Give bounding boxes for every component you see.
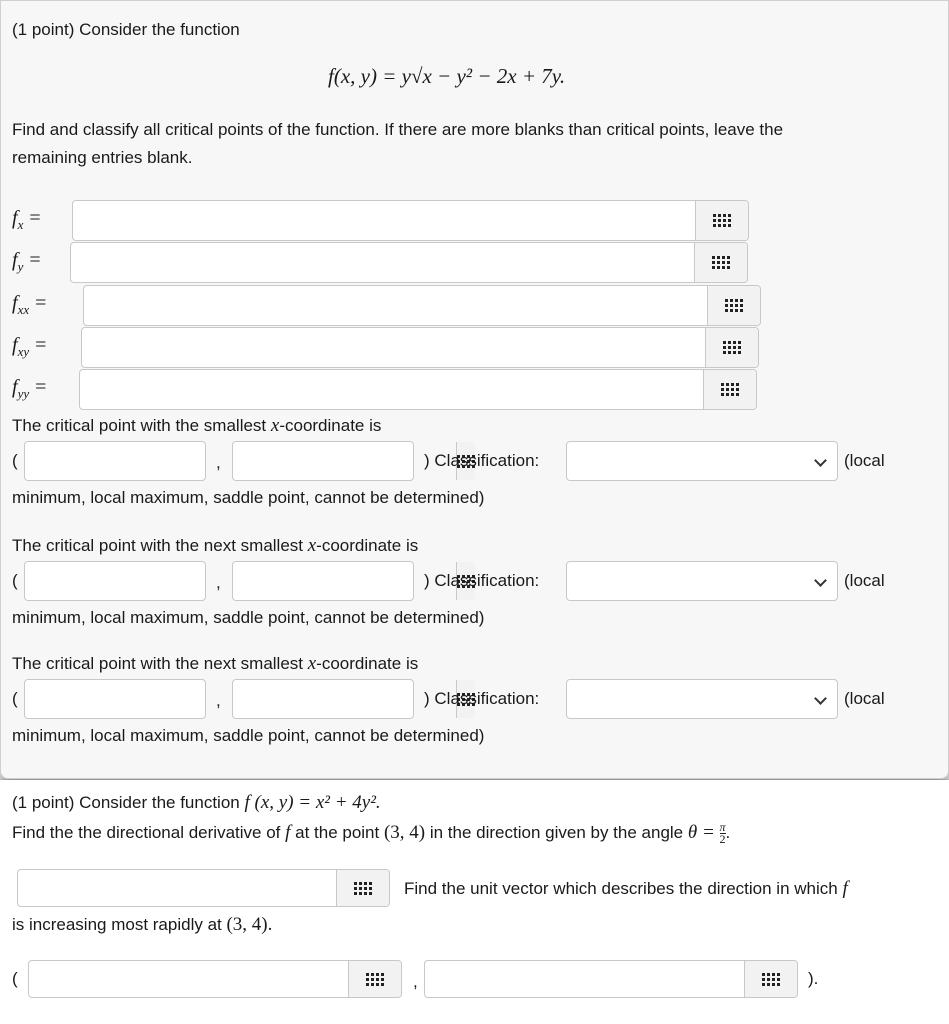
derivative-input-yy[interactable] (80, 370, 703, 409)
directional-derivative-prompt (12, 822, 730, 845)
dd-text-2: at the point (290, 822, 384, 842)
classification-label: ) Classification: (424, 571, 540, 590)
unit-vector-prompt (404, 879, 848, 899)
directional-derivative-field (17, 869, 390, 907)
vector-open-paren: ( (12, 969, 18, 988)
critical-point-y-input[interactable] (233, 680, 456, 718)
uv-text-2: is increasing most rapidly at (12, 915, 227, 934)
classification-label: ) Classification: (424, 451, 540, 470)
chevron-down-icon (814, 692, 827, 705)
comma: , (216, 573, 221, 592)
derivative-field-xy (81, 327, 759, 368)
classification-label: ) Classification: (424, 689, 540, 708)
dd-f: f (285, 821, 291, 843)
grid-icon (725, 299, 743, 312)
dd-text-3: in the direction given by the angle (425, 822, 688, 842)
dd-end: . (725, 822, 731, 842)
grid-icon (762, 973, 780, 986)
options-hint-start: (local (844, 571, 885, 590)
equation-editor-button[interactable] (744, 961, 797, 997)
grid-icon (354, 882, 372, 895)
problem-2-header-text: (1 point) Consider the function (12, 793, 245, 812)
instructions-line2: remaining entries blank. (12, 148, 193, 167)
grid-icon (723, 341, 741, 354)
classification-select[interactable] (566, 679, 838, 719)
comma: , (216, 453, 221, 472)
derivative-input-xx[interactable] (84, 286, 707, 325)
derivative-label-xx: $f_{xx}$ = (12, 292, 47, 317)
critical-point-prompt: The critical point with the smallest x-coordinate is (12, 415, 382, 436)
critical-point-prompt: The critical point with the next smallest x-coordinate is (12, 535, 419, 556)
grid-icon (721, 383, 739, 396)
chevron-down-icon (814, 574, 827, 587)
uv-f: f (842, 878, 848, 899)
dd-point: (3, 4) (383, 821, 426, 843)
critical-point-x-input[interactable] (25, 680, 248, 718)
derivative-input-xy[interactable] (82, 328, 705, 367)
critical-point-x-input[interactable] (25, 562, 248, 600)
derivative-label-x: $f_x$ = (12, 207, 41, 232)
classification-select[interactable] (566, 441, 838, 481)
critical-point-y-input[interactable] (233, 562, 456, 600)
function-definition: f(x, y) = y√x − y² − 2x + 7y. (328, 64, 566, 88)
options-hint: minimum, local maximum, saddle point, cannot be determined) (12, 608, 485, 627)
directional-derivative-input[interactable] (18, 870, 336, 906)
instructions-line1: Find and classify all critical points of the function. If there are more blanks than critical points, leave the (12, 120, 784, 139)
problem-1-header: (1 point) Consider the function (12, 20, 240, 39)
options-hint: minimum, local maximum, saddle point, cannot be determined) (12, 488, 485, 507)
equation-editor-button[interactable] (348, 961, 401, 997)
vector-close-paren: ). (808, 969, 819, 988)
problem-2-function: f (x, y) = x² + 4y². (244, 792, 381, 813)
critical-point-y-field (232, 441, 414, 481)
unit-vector-y-field (424, 960, 798, 998)
options-hint-start: (local (844, 451, 885, 470)
open-paren: ( (12, 451, 18, 470)
derivative-input-y[interactable] (71, 243, 694, 282)
derivative-field-xx (83, 285, 761, 326)
dd-text-1: Find the the directional derivative of (12, 822, 286, 842)
chevron-down-icon (814, 454, 827, 467)
dd-frac-den: 2 (719, 832, 726, 846)
uv-point: (3, 4). (226, 914, 273, 935)
equation-editor-button[interactable] (695, 201, 748, 240)
critical-point-y-input[interactable] (233, 442, 456, 480)
unit-vector-y-input[interactable] (425, 961, 744, 997)
critical-point-y-field (232, 679, 414, 719)
grid-icon (366, 973, 384, 986)
critical-point-x-field (24, 441, 206, 481)
grid-icon (713, 214, 731, 227)
vector-comma: , (413, 972, 418, 991)
derivative-label-y: $f_y$ = (12, 249, 41, 274)
derivative-field-y (70, 242, 748, 283)
open-paren: ( (12, 689, 18, 708)
grid-icon (712, 256, 730, 269)
derivative-label-xy: $f_{xy}$ = (12, 334, 47, 359)
equation-editor-button[interactable] (703, 370, 756, 409)
classification-select[interactable] (566, 561, 838, 601)
unit-vector-x-field (28, 960, 402, 998)
derivative-field-yy (79, 369, 757, 410)
critical-point-prompt: The critical point with the next smallest x-coordinate is (12, 653, 419, 674)
equation-editor-button[interactable] (336, 870, 389, 906)
critical-point-x-input[interactable] (25, 442, 248, 480)
problem-2-header (12, 793, 381, 813)
options-hint: minimum, local maximum, saddle point, cannot be determined) (12, 726, 485, 745)
derivative-input-x[interactable] (73, 201, 695, 240)
derivative-label-yy: $f_{yy}$ = (12, 376, 47, 401)
equation-editor-button[interactable] (707, 286, 760, 325)
derivative-field-x (72, 200, 749, 241)
dd-theta: θ = (687, 821, 720, 843)
critical-point-x-field (24, 561, 206, 601)
dd-frac-num: π (719, 820, 726, 834)
critical-point-y-field (232, 561, 414, 601)
comma: , (216, 691, 221, 710)
unit-vector-prompt-line2 (12, 915, 272, 935)
unit-vector-x-input[interactable] (29, 961, 348, 997)
open-paren: ( (12, 571, 18, 590)
uv-text: Find the unit vector which describes the direction in which (404, 879, 843, 898)
equation-editor-button[interactable] (694, 243, 747, 282)
equation-editor-button[interactable] (705, 328, 758, 367)
critical-point-x-field (24, 679, 206, 719)
options-hint-start: (local (844, 689, 885, 708)
